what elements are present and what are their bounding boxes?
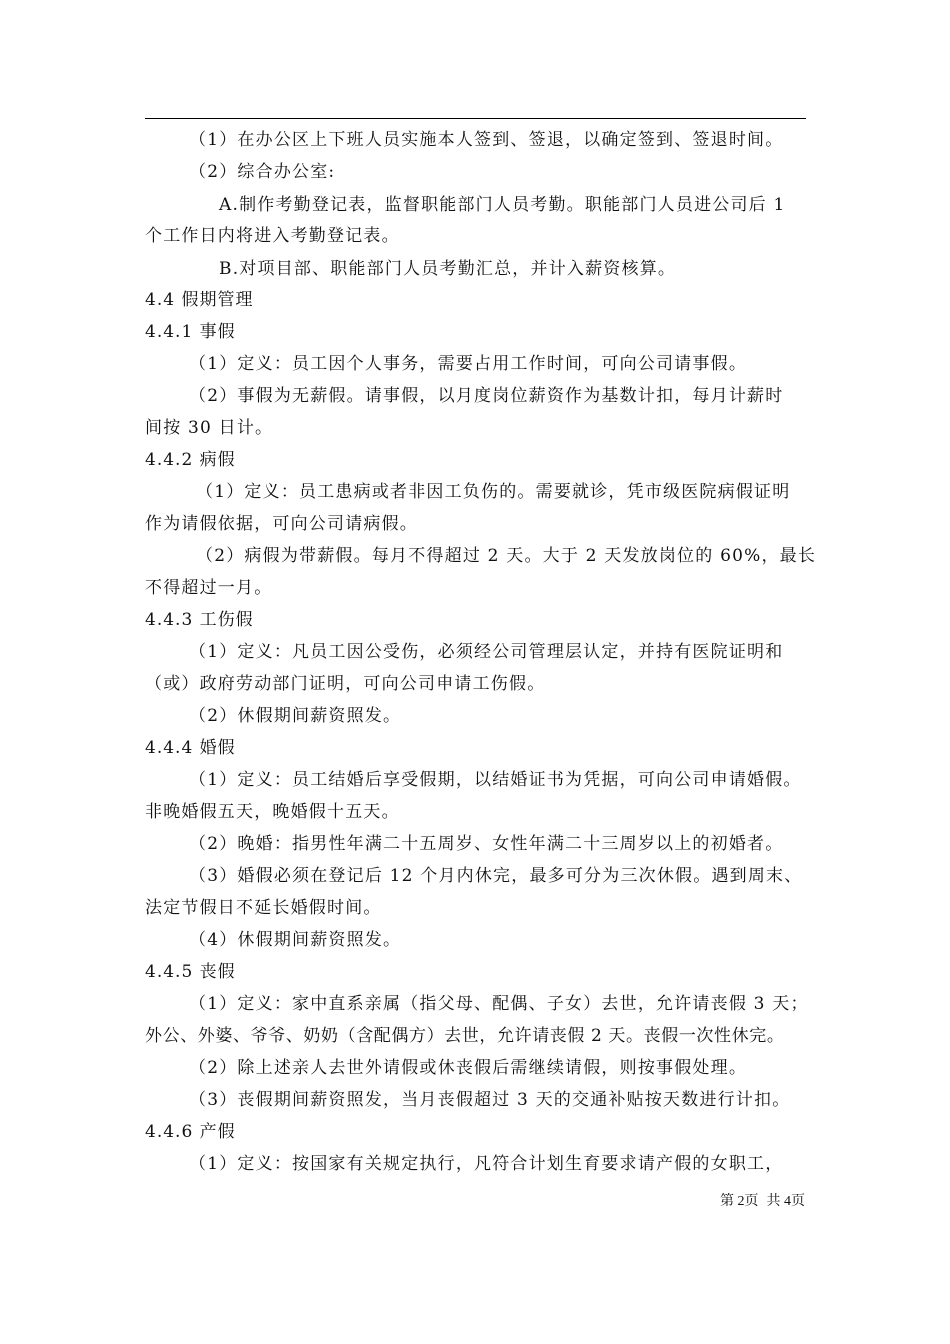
section-heading: 4.4.5 丧假 [145,962,236,982]
text-line: （1）定义：员工因个人事务，需要占用工作时间，可向公司请事假。 [189,354,748,374]
page-footer [720,1194,805,1210]
text-line: （3）婚假必须在登记后 12 个月内休完，最多可分为三次休假。遇到周末、 [189,866,803,886]
text-line: （3）丧假期间薪资照发，当月丧假超过 3 天的交通补贴按天数进行计扣。 [189,1090,791,1110]
text-line: （2）晚婚：指男性年满二十五周岁、女性年满二十三周岁以上的初婚者。 [189,834,784,854]
page-number: 第 2页 [720,1194,759,1209]
text-line: （2）除上述亲人去世外请假或休丧假后需继续请假，则按事假处理。 [189,1058,748,1078]
text-line: （1）定义：员工结婚后享受假期，以结婚证书为凭据，可向公司申请婚假。 [189,770,802,790]
text-line: （1）定义：家中直系亲属（指父母、配偶、子女）去世，允许请丧假 3 天； [189,994,809,1014]
text-line: 个工作日内将进入考勤登记表。 [145,226,400,246]
section-heading: 4.4.2 病假 [145,450,236,470]
text-line: （1）定义：员工患病或者非因工负伤的。需要就诊，凭市级医院病假证明 [196,482,791,502]
text-line: （2）事假为无薪假。请事假，以月度岗位薪资作为基数计扣，每月计薪时 [189,386,784,406]
text-line: （2）综合办公室: [189,162,336,182]
section-heading: 4.4.3 工伤假 [145,610,254,630]
text-line: 外公、外婆、爷爷、奶奶（含配偶方）去世，允许请丧假 2 天。丧假一次性休完。 [145,1026,785,1046]
text-line: 间按 30 日计。 [145,418,274,438]
section-heading: 4.4.1 事假 [145,322,236,342]
text-line: （或）政府劳动部门证明，可向公司申请工伤假。 [145,674,546,694]
text-line: （1）在办公区上下班人员实施本人签到、签退，以确定签到、签退时间。 [189,130,784,150]
text-line: A.制作考勤登记表，监督职能部门人员考勤。职能部门人员进公司后 1 [219,195,786,215]
section-heading: 4.4 假期管理 [145,290,254,310]
text-line: 非晚婚假五天，晚婚假十五天。 [145,802,400,822]
text-line: （2）休假期间薪资照发。 [189,706,402,726]
header-rule [145,118,806,119]
text-line: （2）病假为带薪假。每月不得超过 2 天。大于 2 天发放岗位的 60%，最长 [196,546,817,566]
text-line: （4）休假期间薪资照发。 [189,930,402,950]
page-total: 共 4页 [766,1194,805,1209]
text-line: 不得超过一月。 [145,578,273,598]
text-line: 法定节假日不延长婚假时间。 [145,898,382,918]
section-heading: 4.4.6 产假 [145,1122,236,1142]
text-line: B.对项目部、职能部门人员考勤汇总，并计入薪资核算。 [219,259,677,279]
text-line: 作为请假依据，可向公司请病假。 [145,514,418,534]
text-line: （1）定义：按国家有关规定执行，凡符合计划生育要求请产假的女职工， [189,1154,784,1174]
section-heading: 4.4.4 婚假 [145,738,236,758]
text-line: （1）定义：凡员工因公受伤，必须经公司管理层认定，并持有医院证明和 [189,642,784,662]
